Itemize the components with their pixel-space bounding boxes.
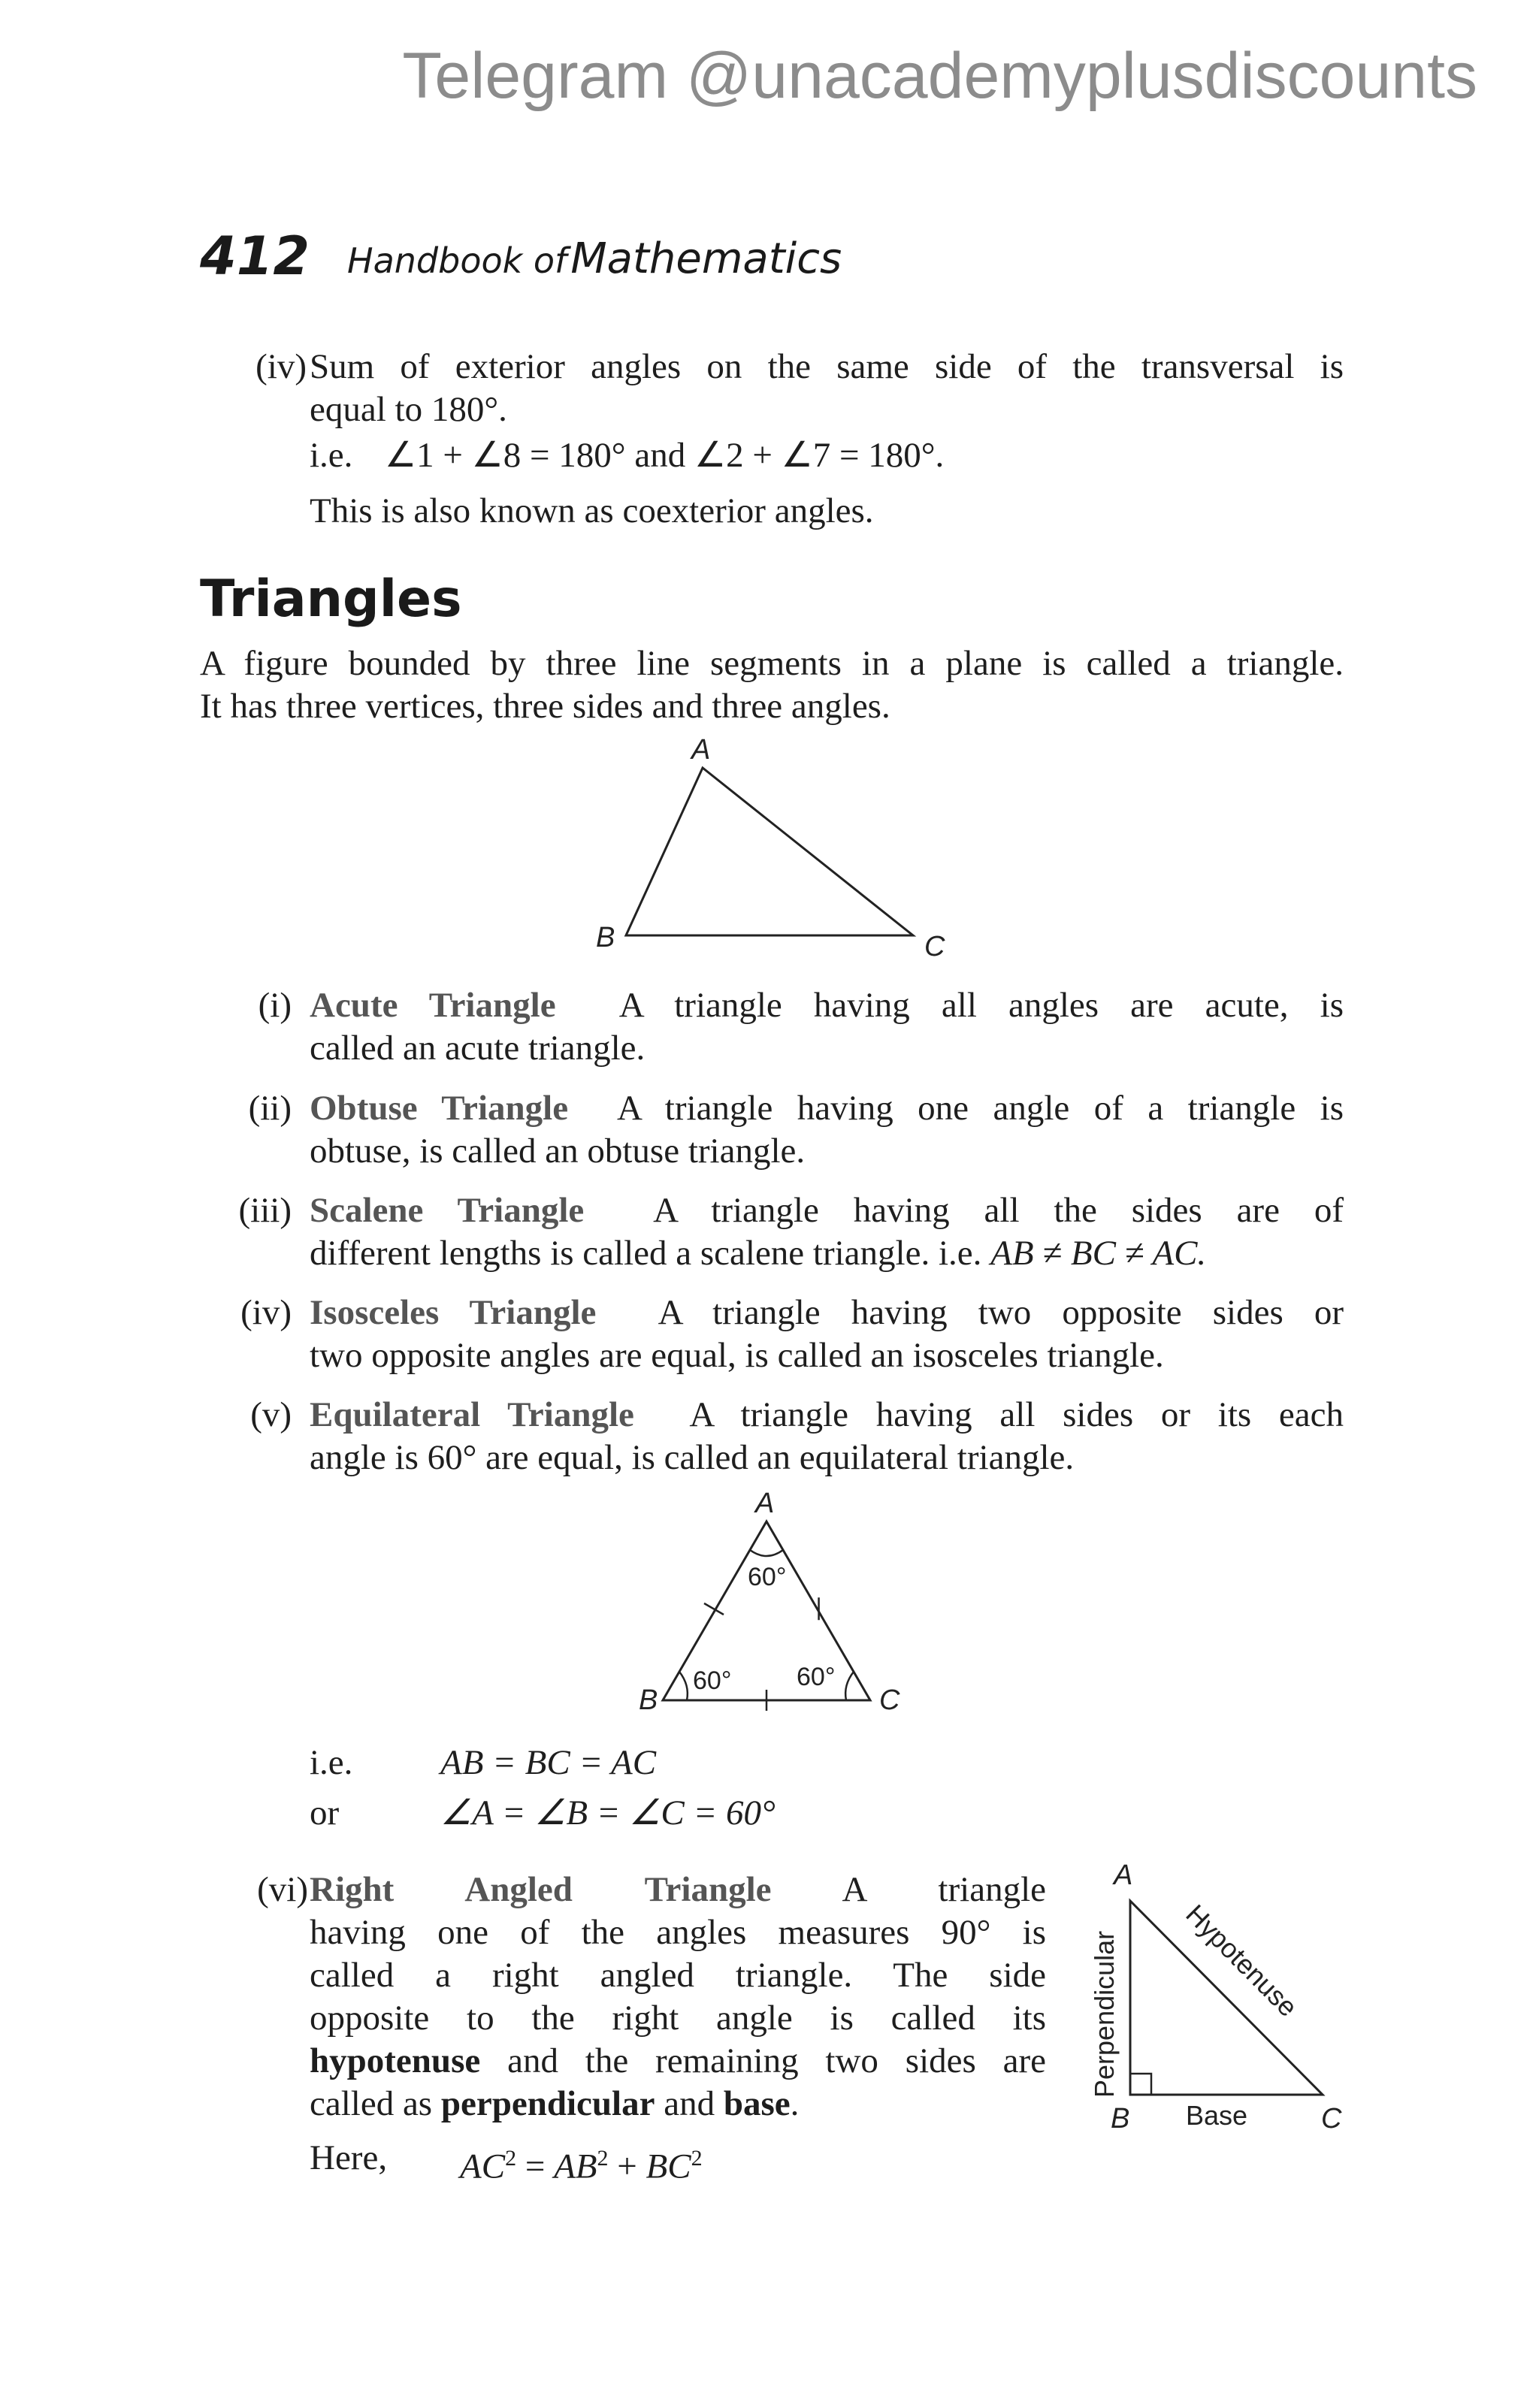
type-3-line2-text: different lengths is called a scalene triangle. i.e. [310, 1234, 982, 1273]
vertex-c-label: C [879, 1684, 900, 1716]
item-iv-number: (iv) [255, 347, 307, 386]
vertex-b-label: B [639, 1684, 658, 1716]
vertex-c-label: C [924, 931, 945, 962]
type-6-line1-text: A triangle [842, 1870, 1046, 1909]
running-title [347, 234, 842, 283]
type-3-text: A triangle having all the sides are of [653, 1191, 1344, 1230]
angle-b-arc [679, 1672, 688, 1700]
type-1-term: Acute Triangle [310, 986, 556, 1025]
perpendicular-label: Perpendicular [1089, 1930, 1120, 2098]
perpendicular-term: perpendicular [440, 2084, 655, 2123]
item-iv-equation: ∠1 + ∠8 = 180° and ∠2 + ∠7 = 180°. [385, 436, 945, 475]
watermark: Telegram @unacademyplusdiscounts [402, 40, 1477, 112]
formula-plus: + [608, 2147, 646, 2186]
intro-line2: It has three vertices, three sides and three angles. [200, 687, 890, 726]
angle-a-arc [750, 1550, 783, 1556]
equality-sides: AB = BC = AC [440, 1743, 657, 1782]
formula-bc: BC [646, 2147, 691, 2186]
vertex-c-label: C [1321, 2103, 1342, 2135]
equality-or-label: or [310, 1793, 340, 1832]
base-label: Base [1186, 2100, 1248, 2131]
angle-c-label: 60° [797, 1663, 836, 1691]
type-6-number: (vi) [257, 1870, 308, 1909]
equilateral-figure [624, 1484, 924, 1717]
type-5-text: A triangle having all sides or its each [689, 1395, 1344, 1434]
triangle-figure [586, 729, 962, 962]
item-iv-line1: Sum of exterior angles on the same side of the transversal is [310, 347, 1344, 386]
formula-exp-2: 2 [597, 2146, 609, 2171]
vertex-b-label: B [1111, 2103, 1130, 2135]
type-4-line1 [310, 1292, 1344, 1334]
formula-exp-1: 2 [505, 2146, 517, 2171]
vertex-a-label: A [1114, 1860, 1133, 1891]
type-5-number: (v) [250, 1395, 292, 1434]
type-5-line2: angle is 60° are equal, is called an equilateral triangle. [310, 1438, 1075, 1477]
type-6-line4: opposite to the right angle is called its [310, 1999, 1046, 2038]
angle-b-label: 60° [693, 1666, 732, 1695]
type-6-term: Right Angled Triangle [310, 1870, 772, 1909]
type-6-line2: having one of the angles measures 90° is [310, 1913, 1046, 1952]
type-3-term: Scalene Triangle [310, 1191, 585, 1230]
vertex-a-label: A [755, 1488, 775, 1519]
formula-ab: AB [554, 2147, 597, 2186]
type-1-line1 [310, 984, 1344, 1027]
type-3-line2 [310, 1232, 1206, 1275]
type-6-line5-text: and the remaining two sides are [507, 2041, 1046, 2080]
hypotenuse-term: hypotenuse [310, 2041, 481, 2080]
type-6-line3: called a right angled triangle. The side [310, 1956, 1046, 1995]
triangle-outline [626, 768, 913, 935]
intro-line1: A figure bounded by three line segments in a plane is called a triangle. [200, 644, 1344, 683]
book-title-part1: Handbook of [347, 240, 567, 281]
right-triangle-figure [1067, 1856, 1368, 2141]
type-6-line6-end: . [790, 2084, 800, 2123]
base-term: base [723, 2084, 791, 2123]
type-4-number: (iv) [240, 1293, 292, 1332]
type-4-text: A triangle having two opposite sides or [658, 1293, 1344, 1332]
type-5-term: Equilateral Triangle [310, 1395, 634, 1434]
formula-ac: AC [460, 2147, 506, 2186]
formula-equals: = [516, 2147, 555, 2186]
type-1-number: (i) [258, 986, 292, 1025]
type-3-line2-math: AB ≠ BC ≠ AC. [990, 1234, 1207, 1273]
angle-a-label: 60° [748, 1563, 787, 1591]
item-iv-line2: equal to 180°. [310, 390, 507, 429]
type-6-line6-mid: and [664, 2084, 715, 2123]
type-3-number: (iii) [238, 1191, 292, 1230]
book-title-part2: Mathematics [570, 234, 842, 283]
type-2-number: (ii) [248, 1089, 292, 1128]
type-4-line2: two opposite angles are equal, is called an isosceles triangle. [310, 1336, 1164, 1375]
pythagoras-formula [460, 2137, 703, 2189]
here-label: Here, [310, 2138, 388, 2177]
type-1-line2: called an acute triangle. [310, 1029, 646, 1068]
type-1-text: A triangle having all angles are acute, is [618, 986, 1344, 1025]
equality-angles: ∠A = ∠B = ∠C = 60° [440, 1793, 776, 1832]
type-6-line6-pre: called as [310, 2084, 433, 2123]
angle-c-arc [845, 1672, 854, 1700]
formula-exp-3: 2 [691, 2146, 703, 2171]
item-iv-note: This is also known as coexterior angles. [310, 491, 874, 530]
vertex-b-label: B [596, 922, 615, 953]
type-6-line1 [310, 1869, 1046, 1911]
section-heading: Triangles [200, 570, 462, 629]
right-angle-marker [1130, 2074, 1151, 2095]
type-6-line6 [310, 2083, 799, 2126]
type-3-line1 [310, 1189, 1344, 1232]
type-6-line5 [310, 2040, 1046, 2083]
type-4-term: Isosceles Triangle [310, 1293, 597, 1332]
type-2-term: Obtuse Triangle [310, 1089, 569, 1128]
equality-ie-label: i.e. [310, 1743, 353, 1782]
type-2-line2: obtuse, is called an obtuse triangle. [310, 1131, 806, 1171]
hypotenuse-label: Hypotenuse [1180, 1898, 1304, 2023]
vertex-a-label: A [691, 734, 711, 766]
item-iv-ie-label: i.e. [310, 436, 353, 475]
page-number: 412 [200, 225, 310, 287]
type-5-line1 [310, 1394, 1344, 1437]
type-2-line1 [310, 1087, 1344, 1130]
type-2-text: A triangle having one angle of a triangle is [617, 1089, 1344, 1128]
